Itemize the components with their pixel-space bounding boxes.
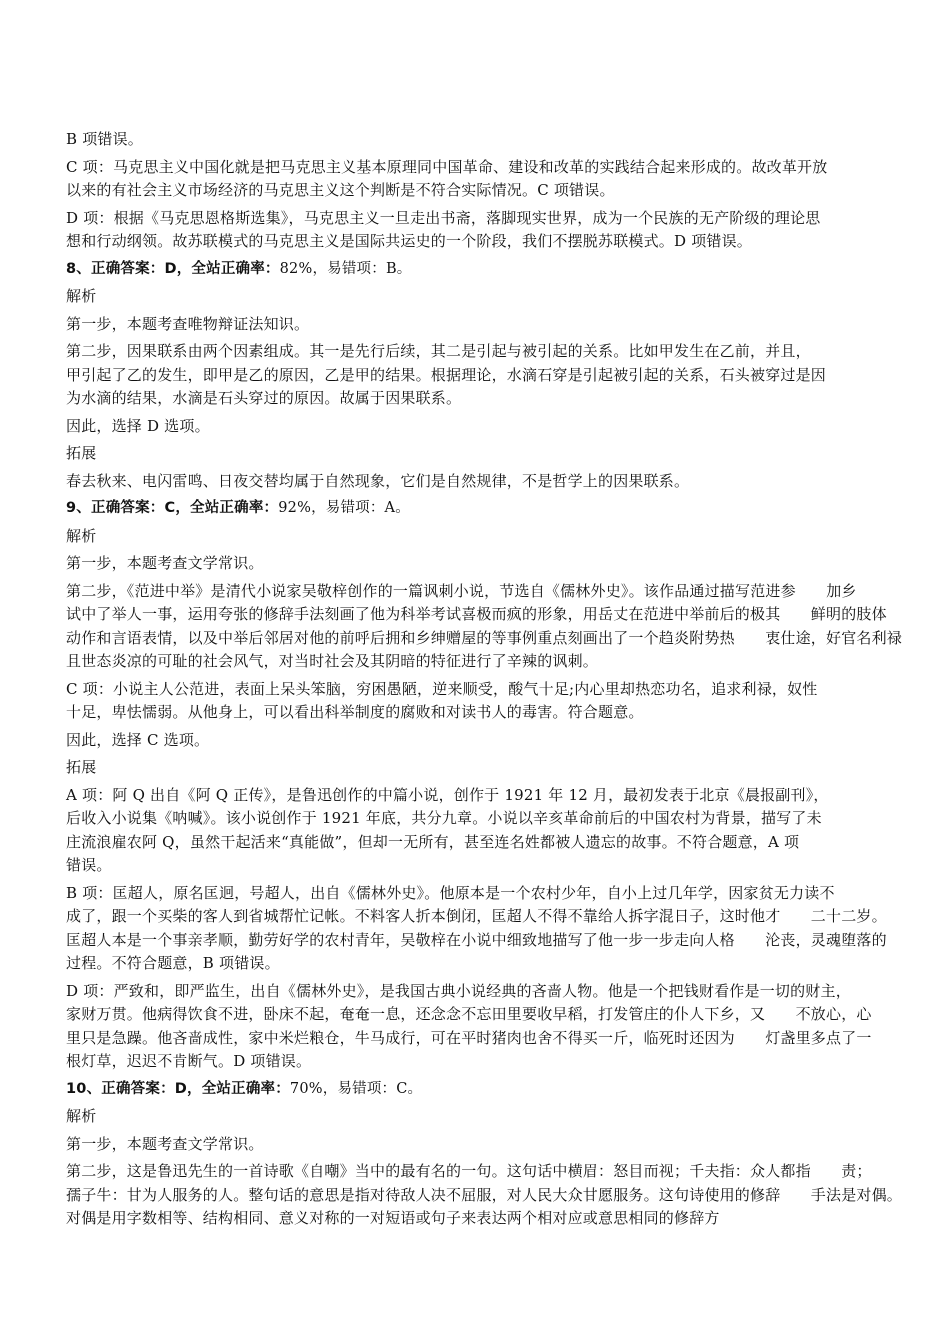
text-line: B 项错误。 (66, 130, 143, 148)
paragraph (66, 1160, 903, 1231)
text-line: 家财万贯。他病得饮食不进，卧床不起，奄奄一息，还念念不忘田里要收早稻，打发管庄的仆人下乡，又 不放心，心 (66, 1005, 872, 1023)
paragraph (66, 784, 888, 878)
text-line: 第二步，这是鲁迅先生的一首诗歌《自嘲》当中的最有名的一句。这句话中横眉：怒目而视；千夫指：众人都指 责； (66, 1162, 872, 1180)
answer-stats: 82%，易错项：B。 (279, 260, 412, 277)
paragraph (66, 678, 888, 725)
text-line: 第一步，本题考查文学常识。 (66, 554, 264, 572)
text-line: B 项：匡超人，原名匡迥，号超人，出自《儒林外史》。他原本是一个农村少年，自小上过几年学，因家贫无力读不 (66, 883, 835, 902)
answer-label: 10、正确答案：D，全站正确率： (66, 1080, 290, 1097)
paragraph (66, 580, 903, 674)
text-line: 孺子牛：甘为人服务的人。整句话的意思是指对待敌人决不屈服，对人民大众甘愿服务。这句诗使用的修辞 手法是对偶。 (66, 1185, 903, 1204)
text-line: 庄流浪雇农阿 Q，虽然干起活来“真能做”，但却一无所有，甚至连名姓都被人遗忘的故事。不符合题意，A 项 (66, 832, 800, 851)
text-line: 错误。 (66, 856, 112, 874)
paragraph (66, 525, 888, 549)
text-line: 以来的有社会主义市场经济的马克思主义这个判断是不符合实际情况。C 项错误。 (66, 181, 615, 199)
text-line: 成了，跟一个买柴的客人到省城帮忙记帐。不料客人折本倒闭，匡超人不得不靠给人拆字混日子，这时他才 二十二岁。 (66, 907, 887, 925)
text-line: 拓展 (66, 758, 97, 776)
answer-heading (66, 497, 888, 521)
paragraph (66, 313, 888, 337)
answer-line (66, 497, 888, 521)
text-line: 且世态炎凉的可耻的社会风气，对当时社会及其阴暗的特征进行了辛辣的讽刺。 (66, 652, 599, 670)
text-line: 第一步，本题考查唯物辩证法知识。 (66, 314, 310, 333)
paragraph (66, 552, 888, 576)
paragraph (66, 729, 888, 753)
text-line: 解析 (66, 526, 97, 545)
text-line: D 项：根据《马克思恩格斯选集》，马克思主义一旦走出书斋，落脚现实世界，成为一个民族的无产阶级的理论思 (66, 208, 821, 227)
text-line: 第二步，因果联系由两个因素组成。其一是先行后续，其二是引起与被引起的关系。比如甲发生在乙前，并且， (66, 342, 811, 360)
answer-heading (66, 1078, 888, 1102)
text-line: 动作和言语表情，以及中举后邻居对他的前呼后拥和乡绅赠屋的等事例重点刻画出了一个趋炎附势热 衷仕途，好官名利禄 (66, 628, 903, 647)
text-line: C 项：马克思主义中国化就是把马克思主义基本原理同中国革命、建设和改革的实践结合起来形成的。故改革开放 (66, 157, 828, 176)
paragraph (66, 882, 888, 976)
paragraph (66, 1133, 888, 1157)
text-line: 拓展 (66, 444, 97, 462)
paragraph (66, 442, 888, 466)
text-line: 为水滴的结果，水滴是石头穿过的原因。故属于因果联系。 (66, 389, 462, 407)
paragraph (66, 128, 888, 152)
text-line: 试中了举人一事，运用夸张的修辞手法刻画了他为科举考试喜极而疯的形象，用岳丈在范进中举前后的极其 鲜明的肢体 (66, 605, 887, 623)
paragraph-gap (66, 1231, 888, 1235)
text-line: 甲引起了乙的发生，即甲是乙的原因，乙是甲的结果。根据理论，水滴石穿是引起被引起的关系，石头被穿过是因 (66, 365, 827, 384)
paragraph (66, 340, 888, 411)
paragraph (66, 156, 888, 203)
answer-stats: 70%，易错项：C。 (289, 1080, 423, 1097)
answer-line (66, 258, 888, 282)
text-line: 根灯草，迟迟不肯断气。D 项错误。 (66, 1052, 312, 1070)
text-line: 春去秋来、电闪雷鸣、日夜交替均属于自然现象，它们是自然规律，不是哲学上的因果联系。 (66, 471, 690, 490)
text-line: 十足，卑怯懦弱。从他身上，可以看出科举制度的腐败和对读书人的毒害。符合题意。 (66, 703, 644, 721)
answer-line (66, 1078, 888, 1102)
text-line: 过程。不符合题意，B 项错误。 (66, 954, 280, 972)
text-line: D 项：严致和，即严监生，出自《儒林外史》，是我国古典小说经典的吝啬人物。他是一个把钱财看作是一切的财主， (66, 981, 851, 1000)
text-line: 解析 (66, 1107, 97, 1125)
text-line: 因此，选择 C 选项。 (66, 730, 210, 749)
text-line: 因此，选择 D 选项。 (66, 416, 210, 435)
text-line: 里只是急躁。他吝啬成性，家中米烂粮仓，牛马成行，可在平时猪肉也舍不得买一斤，临死时还因为 灯盏里多点了一 (66, 1028, 872, 1047)
answer-heading (66, 258, 888, 282)
paragraph (66, 980, 888, 1074)
document-page (66, 128, 903, 1235)
paragraph (66, 207, 888, 254)
answer-label: 8、正确答案：D，全站正确率： (66, 260, 280, 277)
text-line: 后收入小说集《呐喊》。该小说创作于 1921 年底，共分九章。小说以辛亥革命前后的中国农村为背景，描写了未 (66, 809, 822, 827)
text-line: 第一步，本题考查文学常识。 (66, 1134, 264, 1153)
paragraph (66, 756, 888, 780)
answer-stats: 92%，易错项：A。 (278, 500, 410, 516)
text-line: 想和行动纲领。故苏联模式的马克思主义是国际共运史的一个阶段，我们不摆脱苏联模式。D 项错误。 (66, 232, 752, 250)
text-line: A 项：阿 Q 出自《阿 Q 正传》，是鲁迅创作的中篇小说，创作于 1921 年 12 月，最初发表于北京《晨报副刊》， (66, 785, 829, 804)
text-line: 第二步，《范进中举》是清代小说家吴敬梓创作的一篇讽刺小说，节选自《儒林外史》。该作品通过描写范进参 加乡 (66, 581, 857, 600)
paragraph (66, 470, 888, 494)
text-line: 对偶是用字数相等、结构相同、意义对称的一对短语或句子来表达两个相对应或意思相同的修辞方 (66, 1209, 720, 1227)
paragraph (66, 1105, 888, 1129)
answer-label: 9、正确答案：C，全站正确率： (66, 500, 279, 516)
text-line: 解析 (66, 287, 97, 305)
text-line: C 项：小说主人公范进，表面上呆头笨脑，穷困愚陋，逆来顺受，酸气十足;内心里却热恋功名，追求利禄，奴性 (66, 679, 818, 698)
paragraph (66, 285, 888, 309)
text-line: 匡超人本是一个事亲孝顺，勤劳好学的农村青年，吴敬梓在小说中细致地描写了他一步一步走向人格 沦丧，灵魂堕落的 (66, 930, 887, 949)
paragraph (66, 415, 888, 439)
